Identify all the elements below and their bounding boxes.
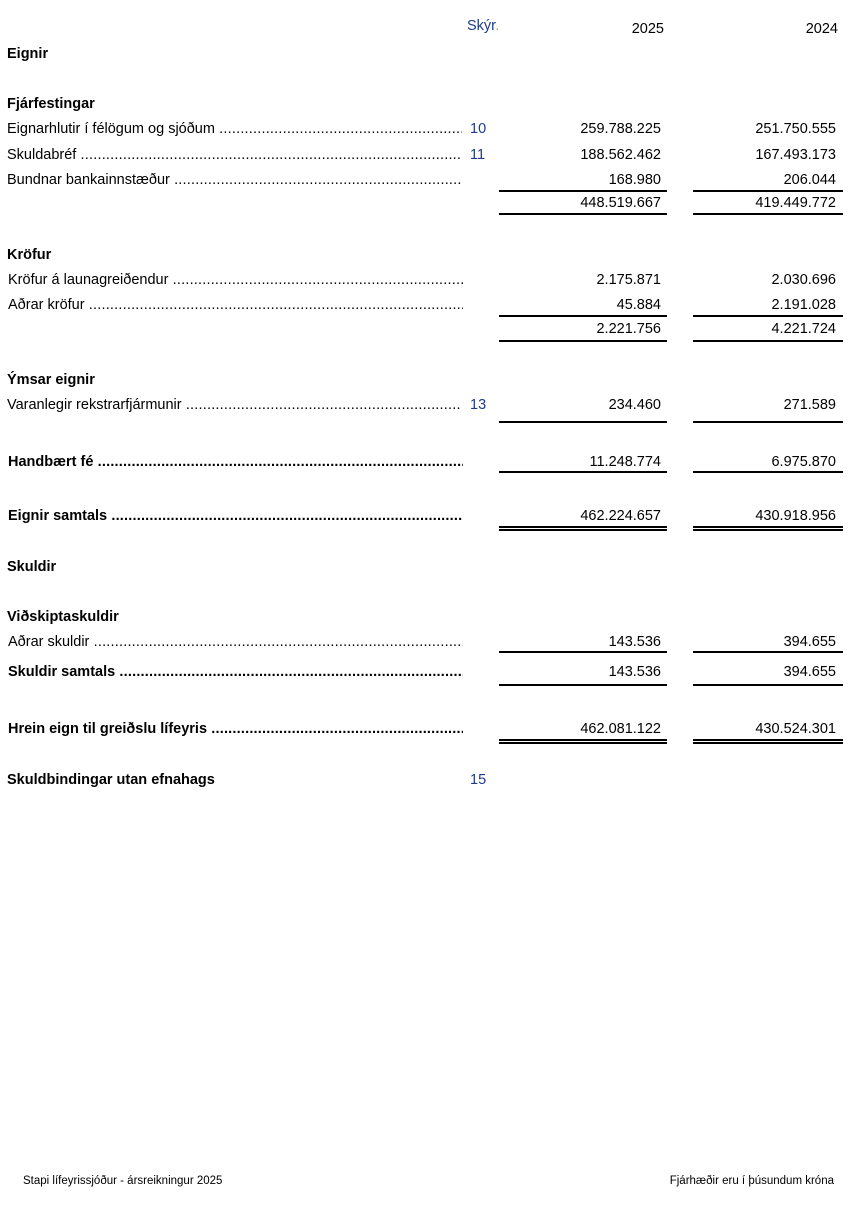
row-label-text: Skuldir samtals [8, 664, 116, 680]
payables-heading: Viðskiptaskuldir [7, 609, 119, 625]
value-2024: 167.493.173 [755, 147, 836, 163]
row-label [8, 663, 463, 681]
rule [499, 684, 667, 686]
row-label-text: Bundnar bankainnstæður [7, 172, 170, 188]
row-label [7, 171, 462, 189]
rule [499, 651, 667, 653]
row-label [8, 507, 463, 525]
value-2025: 462.081.122 [580, 721, 661, 737]
value-2025: 234.460 [608, 397, 661, 413]
receivables-total-2025: 2.221.756 [596, 321, 661, 337]
investments-heading: Fjárfestingar [7, 96, 95, 112]
value-2025: 188.562.462 [580, 147, 661, 163]
notes-header-text: Skýr [467, 18, 496, 34]
value-2024: 2.191.028 [771, 297, 836, 313]
row-label-text: Skuldabréf [7, 147, 77, 163]
note-ref: 13 [470, 397, 487, 413]
row-label [7, 120, 462, 138]
rule [499, 340, 667, 342]
value-2025: 11.248.774 [589, 454, 661, 470]
rule [499, 421, 667, 423]
receivables-total-2024: 4.221.724 [771, 321, 836, 337]
notes-column-header [467, 17, 499, 35]
row-label-text: Aðrar kröfur [8, 297, 85, 313]
note-ref: 15 [470, 772, 487, 788]
value-2024: 394.655 [783, 634, 836, 650]
investments-total-2025: 448.519.667 [580, 195, 661, 211]
row-label [7, 146, 462, 164]
value-2024: 251.750.555 [755, 121, 836, 137]
double-rule [499, 526, 667, 531]
row-label-text: Hrein eign til greiðslu lífeyris [8, 721, 208, 737]
value-2024: 430.524.301 [755, 721, 836, 737]
rule [499, 190, 667, 192]
value-2025: 168.980 [608, 172, 661, 188]
value-2025: 259.788.225 [580, 121, 661, 137]
value-2024: 271.589 [783, 397, 836, 413]
row-label-text: Kröfur á launagreiðendur [8, 272, 169, 288]
off-balance-label: Skuldbindingar utan efnahags [7, 772, 215, 788]
rule [499, 471, 667, 473]
footer-left: Stapi lífeyrissjóður - ársreikningur 2025 [23, 1175, 223, 1187]
row-label-text: Eignir samtals [8, 508, 108, 524]
rule [693, 213, 843, 215]
double-rule [693, 739, 843, 744]
row-label [8, 720, 463, 738]
rule [499, 213, 667, 215]
double-rule [499, 739, 667, 744]
value-2024: 394.655 [783, 664, 836, 680]
row-label-text: Aðrar skuldir [8, 634, 90, 650]
year-2025-header: 2025 [631, 21, 664, 37]
other-assets-heading: Ýmsar eignir [7, 372, 95, 388]
row-label [8, 271, 463, 289]
row-label [8, 453, 463, 471]
value-2024: 430.918.956 [755, 508, 836, 524]
row-label [8, 633, 463, 651]
rule [693, 471, 843, 473]
value-2025: 143.536 [608, 664, 661, 680]
value-2024: 2.030.696 [771, 272, 836, 288]
double-rule [693, 526, 843, 531]
row-label-text: Handbært fé [8, 454, 94, 470]
rule [693, 684, 843, 686]
note-ref: 11 [470, 147, 486, 163]
rule [499, 315, 667, 317]
row-label [8, 296, 463, 314]
notes-header-dot: . [495, 18, 500, 34]
assets-heading: Eignir [7, 46, 49, 62]
year-2024-header: 2024 [805, 21, 838, 37]
rule [693, 421, 843, 423]
value-2024: 6.975.870 [771, 454, 836, 470]
value-2025: 2.175.871 [596, 272, 661, 288]
rule [693, 651, 843, 653]
rule [693, 190, 843, 192]
value-2025: 143.536 [608, 634, 661, 650]
rule [693, 340, 843, 342]
value-2025: 45.884 [616, 297, 661, 313]
row-label [7, 396, 462, 414]
footer-right: Fjárhæðir eru í þúsundum króna [669, 1175, 834, 1187]
value-2025: 462.224.657 [580, 508, 661, 524]
receivables-heading: Kröfur [7, 247, 52, 263]
investments-total-2024: 419.449.772 [755, 195, 836, 211]
value-2024: 206.044 [783, 172, 836, 188]
liabilities-heading: Skuldir [7, 559, 57, 575]
rule [693, 315, 843, 317]
row-label-text: Eignarhlutir í félögum og sjóðum [7, 121, 215, 137]
note-ref: 10 [470, 121, 487, 137]
row-label-text: Varanlegir rekstrarfjármunir [7, 397, 182, 413]
